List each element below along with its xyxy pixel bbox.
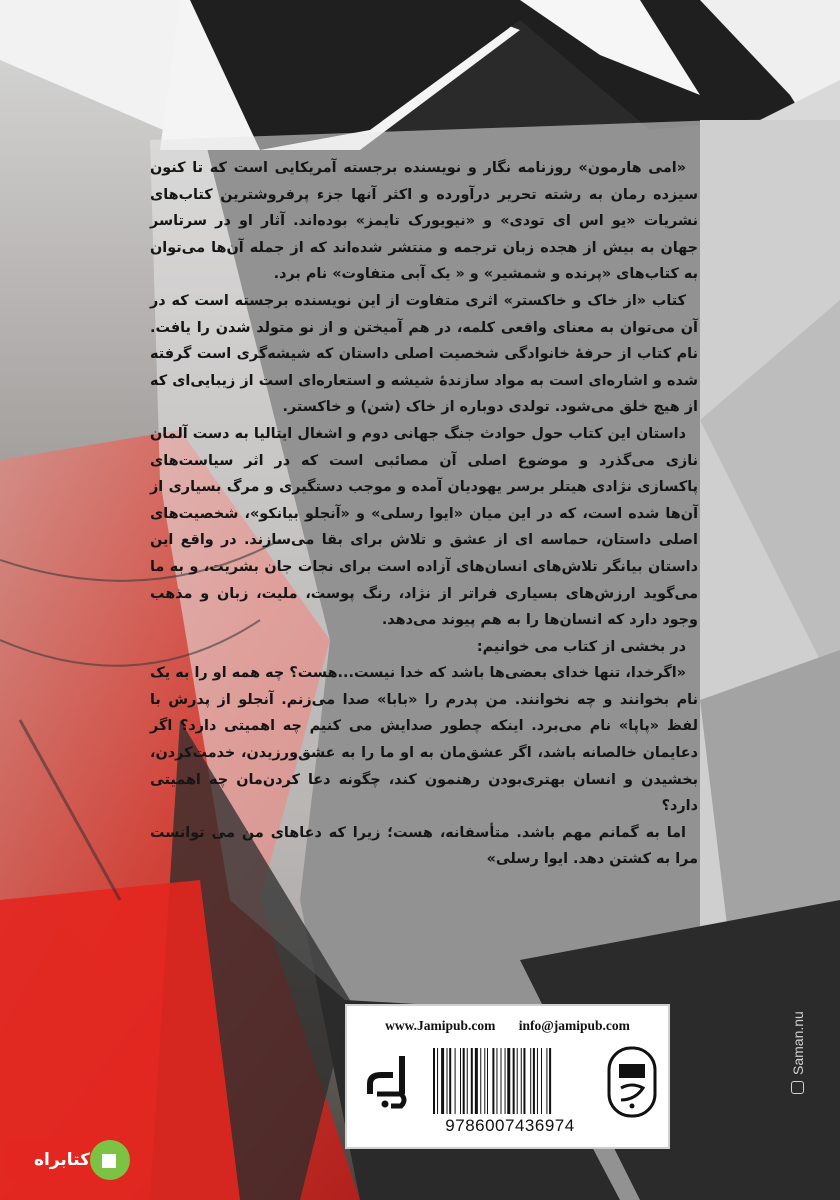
barcode-bar <box>507 1048 510 1114</box>
blurb-paragraph: در بخشی از کتاب می خوانیم: <box>476 638 686 655</box>
barcode-bar <box>433 1048 435 1114</box>
barcode-bar <box>517 1048 518 1114</box>
barcode-bar <box>460 1048 461 1114</box>
barcode-bar <box>523 1048 525 1114</box>
ketabrah-label: کتابراه <box>33 1150 90 1170</box>
barcode-bar <box>541 1048 542 1114</box>
barcode-bar <box>447 1048 448 1114</box>
barcode-bar <box>501 1048 502 1114</box>
publisher-contacts <box>347 1018 668 1034</box>
barcode-bar <box>467 1048 468 1114</box>
barcode-bar <box>530 1048 531 1114</box>
barcode-bar <box>463 1048 465 1114</box>
barcode-bar <box>475 1048 478 1114</box>
barcode-bar <box>449 1048 451 1114</box>
watermark <box>790 1011 806 1094</box>
barcode-bar <box>546 1048 547 1114</box>
isbn-barcode <box>431 1048 591 1114</box>
shahre-sadegh-logo-icon <box>605 1044 659 1120</box>
blurb-quote-end: اما به گمانم مهم باشد. متأسفانه، هست؛ زیرا که دعاهای من می توانست مرا به کشتن دهد. ایوا رسلی» <box>150 824 698 868</box>
barcode-bar <box>521 1048 522 1114</box>
barcode-bar <box>537 1048 538 1114</box>
instagram-icon <box>791 1081 804 1094</box>
isbn-number: 9786007436974 <box>445 1116 575 1135</box>
website-link[interactable]: www.Jamipub.com <box>385 1018 496 1033</box>
blurb-quote: «اگرخدا، تنها خدای بعضی‌ها باشد که خدا نیست...هست؟ چه همه او را به یک نام بخوانند و چه نخوانند. من پدرم را «بابا» صدا می‌زنم. آنجلو از پدرش با لفظ «پاپا» نام می‌برد. اینکه چطور صدایش می کنیم چه اهمیتی دارد؟ اگر دعایمان خالصانه باشد، اگر عشق‌مان به او ما را به عشق‌ورزیدن، خدمت‌کردن، بخشیدن و انسان بهتری‌بودن رهنمون کند، چگونه دعا کردن‌مان چه اهمیتی دارد؟ <box>150 665 698 815</box>
barcode-bar <box>533 1048 535 1114</box>
barcode-box <box>345 1004 670 1149</box>
blurb-paragraph: کتاب «از خاک و خاکستر» اثری متفاوت از این نویسنده برجسته است که در آن می‌توان به معنای واقعی کلمه، در هم آمیختن و از نو متولد شدن را یافت. نام کتاب از حرفهٔ خانوادگی شخصیت اصلی داستان که شیشه‌گری است گرفته شده و اشاره‌ای است به مواد سازندهٔ شیشه و استعاره‌ای است از زیبایی‌ای که از هیچ خلق می‌شود. تولدی دوباره از خاک (شن) و خاکستر. <box>150 292 698 416</box>
barcode-bar <box>496 1048 497 1114</box>
barcode-bar <box>492 1048 494 1114</box>
email-link[interactable]: info@jamipub.com <box>518 1018 630 1033</box>
blurb-paragraph: داستان این کتاب حول حوادث جنگ جهانی دوم و اشغال ایتالیا به دست آلمان نازی می‌گذرد و موضوع اصلی آن مصائبی است که در اثر سیاست‌های پاکسازی نژادی هیتلر برسر یهودیان آمده و موجب دستگیری و مرگ بسیاری از آن‌ها شده است، که در این میان «ایوا رسلی» و «آنجلو بیانکو»، شخصیت‌های اصلی داستان، حماسه ای از عشق و تلاش برای بقا می‌سازند. در واقع این داستان بیانگر تلاش‌های انسان‌های آزاده است برای نجات جان بشریت، و به ما می‌گوید ارزش‌های بسیاری فراتر از نژاد، رنگ پوست، ملیت، زبان و مذهب وجود دارد که انسان‌ها را به هم پیوند می‌دهد. <box>150 425 698 629</box>
jami-publisher-logo-icon <box>361 1050 413 1116</box>
barcode-bar <box>505 1048 506 1114</box>
barcode-bar <box>487 1048 488 1114</box>
blurb-text <box>150 155 698 873</box>
barcode-bar <box>513 1048 515 1114</box>
barcode-bar <box>437 1048 438 1114</box>
barcode-bar <box>471 1048 473 1114</box>
watermark-text: Saman.nu <box>790 1011 806 1075</box>
blurb-paragraph: «امی هارمون» روزنامه نگار و نویسنده برجسته آمریکایی است که تا کنون سیزده رمان به رشته تحریر درآورده و اکثر آنها جزء پرفروشترین کتاب‌های نشریات «یو اس ای تودی» و «نیویورک تایمز» بوده‌اند. آثار او در سرتاسر جهان به بیش از هجده زبان ترجمه و منتشر شده‌اند که از جمله آن‌ها می‌توان به کتاب‌های «پرنده و شمشیر» و « یک آبی متفاوت» نام برد. <box>150 160 698 283</box>
barcode-bar <box>484 1048 485 1114</box>
barcode-bar <box>441 1048 444 1114</box>
barcode-bar <box>480 1048 481 1114</box>
barcode-bar <box>549 1048 551 1114</box>
barcode-bar <box>455 1048 456 1114</box>
